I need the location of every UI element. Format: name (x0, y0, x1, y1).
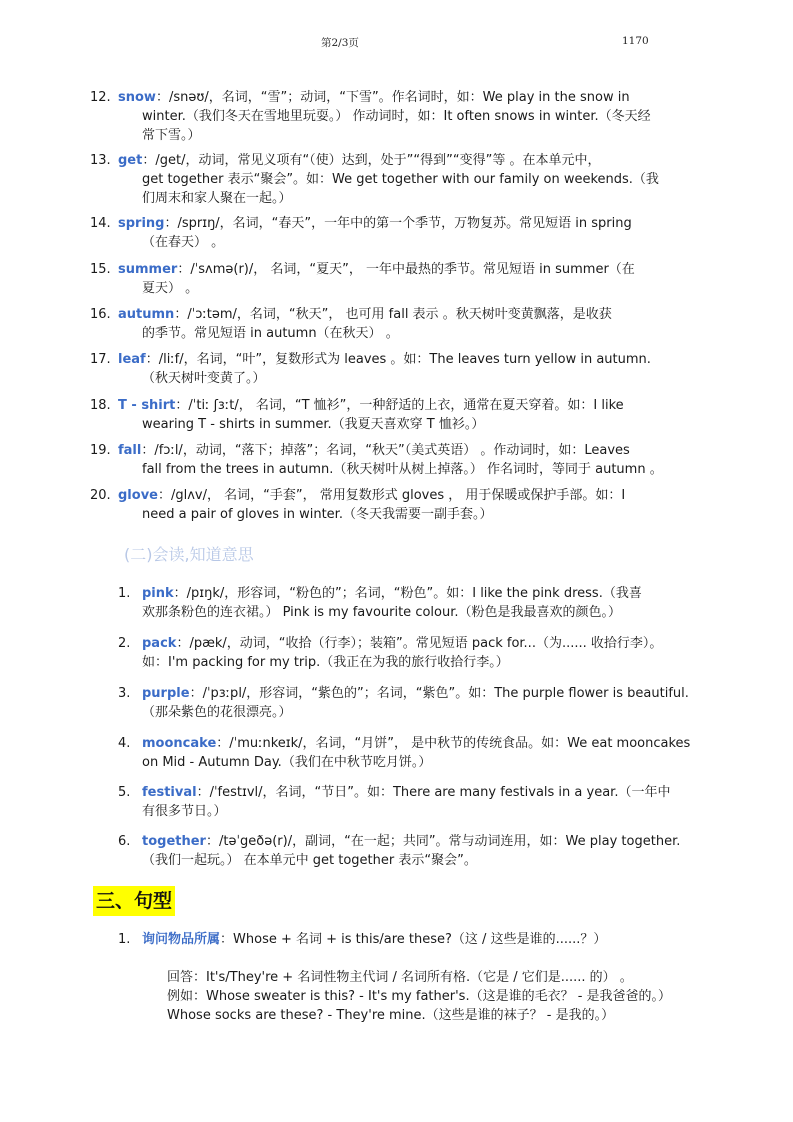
vocab-item (118, 684, 690, 722)
item-line (142, 584, 690, 603)
item-number: 1. (118, 932, 131, 947)
item-line (142, 783, 690, 802)
vocab-item (90, 441, 690, 479)
vocab-item (90, 88, 690, 145)
item-text: ：/get/，动词，常见义项有“（使）达到，处于”“得到”“变得”等 。在本单元中， (142, 153, 601, 168)
item-number: 20. (90, 488, 111, 503)
section2-title: (二)会读,知道意思 (124, 545, 254, 564)
item-line (118, 486, 690, 505)
item-text: ：/pæk/，动词，“收拾（行李）；装箱”。常见短语 pack for...（为...... 收拾行李）。 (176, 636, 663, 651)
item-number: 18. (90, 398, 111, 413)
vocab-word: leaf (118, 352, 146, 367)
item-text: winter.（我们冬天在雪地里玩耍。） 作动词时，如：It often snows in winter.（冬天经 (142, 109, 651, 124)
item-line (118, 441, 690, 460)
item-text: ：/sprɪŋ/，名词，“春天”，一年中的第一个季节，万物复苏。常见短语 in spring (164, 216, 632, 231)
item-text: get together 表示“聚会”。如：We get together with our family on weekends.（我 (142, 172, 659, 187)
item-line (118, 460, 690, 479)
item-line (118, 505, 690, 524)
item-line (118, 324, 690, 343)
item-text: 的季节。常见短语 in autumn（在秋天） 。 (142, 326, 399, 341)
answer-block (167, 968, 697, 1025)
item-text: ：/təˈgeðə(r)/，副词，“在一起；共同”。常与动词连用，如：We play together. (205, 834, 681, 849)
answer-line: 回答：It's/They're + 名词性物主代词 / 名词所有格.（它是 / 它们是...... 的） 。 (167, 970, 633, 985)
vocab-item (90, 260, 690, 298)
item-number: 4. (118, 736, 131, 751)
item-line (118, 233, 690, 252)
vocab-word: get (118, 153, 143, 168)
answer-line: Whose socks are these? - They're mine.（这些是谁的袜子？ - 是我的。） (167, 1008, 615, 1023)
item-line (142, 832, 690, 851)
vocab-word: together (142, 834, 206, 849)
vocab-word: spring (118, 216, 165, 231)
item-text: on Mid - Autumn Day.（我们在中秋节吃月饼。） (142, 755, 432, 770)
item-text: 们周末和家人聚在一起。） (142, 191, 292, 206)
vocab-word: glove (118, 488, 158, 503)
vocab-word: autumn (118, 307, 175, 322)
item-number: 15. (90, 262, 111, 277)
item-number: 6. (118, 834, 131, 849)
item-line (142, 634, 690, 653)
vocab-item (90, 214, 690, 252)
item-line (142, 603, 690, 622)
vocab-word: mooncake (142, 736, 217, 751)
item-line (118, 189, 690, 208)
vocab-word: fall (118, 443, 142, 458)
answer-line: 例如：Whose sweater is this? - It's my father's.（这是谁的毛衣？ - 是我爸爸的。） (167, 989, 672, 1004)
item-line (142, 851, 690, 870)
vocab-word: purple (142, 686, 190, 701)
item-line (118, 279, 690, 298)
item-number: 1. (118, 586, 131, 601)
item-text: 夏天） 。 (142, 281, 199, 296)
item-text: 欢那条粉色的连衣裙。） Pink is my favourite colour.（粉色是我最喜欢的颜色。） (142, 605, 622, 620)
item-text: ：/fɔːl/，动词，“落下；掉落”；名词，“秋天”（美式英语） 。作动词时，如：Leaves (141, 443, 630, 458)
page-indicator: 第2/3页 (321, 37, 359, 49)
item-text: wearing T - shirts in summer.（我夏天喜欢穿 T 恤衫。） (142, 417, 485, 432)
vocab-word: pack (142, 636, 177, 651)
item-text: ：/ˈpɜːpl/，形容词，“紫色的”；名词，“紫色”。如：The purple flower is beautiful. (189, 686, 689, 701)
item-text: 有很多节日。） (142, 804, 227, 819)
vocab-item (90, 486, 690, 524)
item-text: need a pair of gloves in winter.（冬天我需要一副手套。） (142, 507, 493, 522)
item-line (118, 396, 690, 415)
item-line (118, 214, 690, 233)
item-number: 3. (118, 686, 131, 701)
item-number: 16. (90, 307, 111, 322)
item-line (118, 107, 690, 126)
item-text: （在春天） 。 (142, 235, 225, 250)
item-line (118, 415, 690, 434)
item-text: ：/liːf/，名词，“叶”，复数形式为 leaves 。如：The leaves turn yellow in autumn. (145, 352, 651, 367)
vocab-word: T - shirt (118, 398, 176, 413)
item-number: 12. (90, 90, 111, 105)
pattern-text: ：Whose + 名词 + is this/are these?（这 / 这些是谁的......？） (220, 932, 607, 947)
item-line (118, 350, 690, 369)
item-text: ：/glʌv/， 名词，“手套”， 常用复数形式 gloves ， 用于保暖或保护手部。如：I (157, 488, 626, 503)
item-line (118, 260, 690, 279)
page-header (0, 35, 793, 51)
item-line (142, 734, 690, 753)
vocab-word: pink (142, 586, 174, 601)
section3-title: 三、句型 (93, 886, 175, 916)
item-line (142, 802, 690, 821)
sentence-pattern-item (118, 930, 690, 949)
item-text: ：/ˈɔːtəm/，名词，“秋天”， 也可用 fall 表示 。秋天树叶变黄飘落，是收获 (174, 307, 612, 322)
vocab-item (90, 151, 690, 208)
pattern-label: 询问物品所属 (142, 932, 221, 947)
item-text: ：/ˈfestɪvl/，名词，“节日”。如：There are many festivals in a year.（一年中 (196, 785, 671, 800)
item-line (118, 305, 690, 324)
item-text: ：/ˈmuːnkeɪk/，名词，“月饼”， 是中秋节的传统食品。如：We eat mooncakes (216, 736, 690, 751)
vocab-item (118, 832, 690, 870)
doc-number: 1170 (622, 35, 649, 47)
item-line (118, 151, 690, 170)
vocab-item (118, 584, 690, 622)
vocab-word: festival (142, 785, 197, 800)
vocab-item (118, 634, 690, 672)
item-text: ：/pɪŋk/，形容词，“粉色的”；名词，“粉色”。如：I like the pink dress.（我喜 (173, 586, 642, 601)
vocab-item (118, 783, 690, 821)
item-number: 13. (90, 153, 111, 168)
vocab-word: snow (118, 90, 156, 105)
item-text: （我们一起玩。） 在本单元中 get together 表示“聚会”。 (142, 853, 477, 868)
item-text: ：/ˈtiː ʃɜːt/， 名词，“T 恤衫”，一种舒适的上衣，通常在夏天穿着。如：I like (175, 398, 624, 413)
item-text: fall from the trees in autumn.（秋天树叶从树上掉落。） 作名词时，等同于 autumn 。 (142, 462, 663, 477)
item-line (142, 653, 690, 672)
item-text: ：/snəʊ/，名词，“雪”；动词，“下雪”。作名词时，如：We play in the snow in (155, 90, 630, 105)
item-line (142, 684, 690, 703)
item-number: 17. (90, 352, 111, 367)
item-number: 14. (90, 216, 111, 231)
item-text: （那朵紫色的花很漂亮。） (142, 705, 292, 720)
item-line (118, 126, 690, 145)
vocab-item (90, 305, 690, 343)
item-line (118, 88, 690, 107)
item-number: 19. (90, 443, 111, 458)
item-line (118, 170, 690, 189)
item-line (118, 369, 690, 388)
vocab-item (118, 734, 690, 772)
item-text: 常下雪。） (142, 128, 201, 143)
item-number: 5. (118, 785, 131, 800)
vocab-word: summer (118, 262, 178, 277)
item-line (142, 753, 690, 772)
item-text: ：/ˈsʌmə(r)/， 名词，“夏天”， 一年中最热的季节。常见短语 in summer（在 (177, 262, 635, 277)
item-text: 如：I'm packing for my trip.（我正在为我的旅行收拾行李。） (142, 655, 509, 670)
item-number: 2. (118, 636, 131, 651)
item-line (142, 703, 690, 722)
vocab-item (90, 396, 690, 434)
vocab-item (90, 350, 690, 388)
item-text: （秋天树叶变黄了。） (142, 371, 266, 386)
